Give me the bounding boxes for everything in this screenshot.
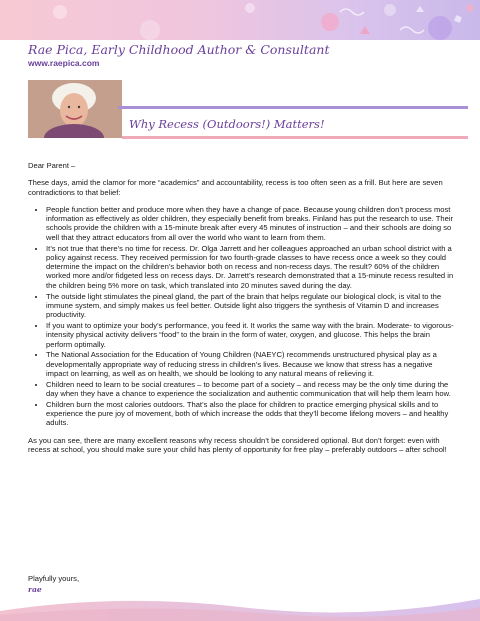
intro-paragraph: These days, amid the clamor for more “academics” and accountability, recess is too often seen as a frill. But here are seven contradictions to that belief: bbox=[28, 178, 443, 197]
author-heading: Rae Pica, Early Childhood Author & Consultant bbox=[28, 42, 330, 57]
list-item: • It’s not true that there’s no time for recess. Dr. Olga Jarrett and her colleagues approached an urban school district with a policy against recess. They received permission for two fourth-grade classes to have recess once a week so they could determine the impact on the children’s behavior both on recess and non-recess days. The result? 60% of the children worked more and/or fidgeted less on recess days. Dr. Jarrett’s research demonstrated that a 15-minute recess resulted in the children being 5% more on task, which translated into 20 minutes saved during the day. bbox=[46, 244, 454, 290]
header-banner bbox=[0, 0, 480, 40]
signature: rae bbox=[28, 585, 42, 594]
points-list bbox=[28, 205, 454, 428]
closing-line: Playfully yours, bbox=[28, 574, 80, 583]
confetti-decoration bbox=[0, 0, 480, 40]
footer-wave bbox=[0, 585, 480, 621]
author-photo bbox=[28, 80, 122, 138]
title-rule-top bbox=[118, 106, 468, 109]
title-rule-bottom bbox=[122, 136, 468, 139]
letter-body bbox=[28, 161, 454, 462]
conclusion-paragraph: As you can see, there are many excellent reasons why recess shouldn’t be considered optional. But don’t forget: even with recess at school, you should make sure your child has plenty of opportunity for free play – preferably outdoors – after school! bbox=[28, 435, 447, 455]
list-item: • If you want to optimize your body’s performance, you feed it. It works the same way with the brain. Moderate- to vigorous-intensity physical activity delivers “food” to the brain in the form of water, oxygen, and glucose. This helps the brain perform optimally. bbox=[46, 321, 454, 349]
list-item: • People function better and produce more when they have a change of pace. Because young children don’t process most information as effectively as older children, they especially benefit from breaks. Finland has put the research to use. Their schools provide the children with a 15-minute break after every 45 minutes of instruction – and their schools are doing so well that they attract educators from all over the world who want to learn from them. bbox=[46, 205, 454, 242]
list-item: • The outside light stimulates the pineal gland, the part of the brain that helps regulate our biological clock, is vital to the immune system, and simply makes us feel better. Outside light also triggers the synthesis of Vitamin D and increases productivity. bbox=[46, 292, 454, 320]
list-item: • The National Association for the Education of Young Children (NAEYC) recommends unstructured physical play as a developmentally appropriate way of reducing stress in children’s lives. Because we know that stress has a negative impact on learning, as well as on health, we should be looking to any natural means of relieving it. bbox=[46, 350, 454, 378]
list-item: • Children burn the most calories outdoors. That’s also the place for children to practice emerging physical skills and to experience the pure joy of movement, both of which increase the odds that they’ll become lifelong movers – and healthy adults. bbox=[46, 400, 454, 428]
greeting: Dear Parent – bbox=[28, 161, 76, 170]
list-item: • Children need to learn to be social creatures – to become part of a society – and recess may be the only time during the day when they have a chance to experience the socialization and authentic communication that will help them learn how. bbox=[46, 380, 454, 399]
page-title: Why Recess (Outdoors!) Matters! bbox=[129, 117, 325, 131]
website-link[interactable]: www.raepica.com bbox=[28, 58, 100, 68]
